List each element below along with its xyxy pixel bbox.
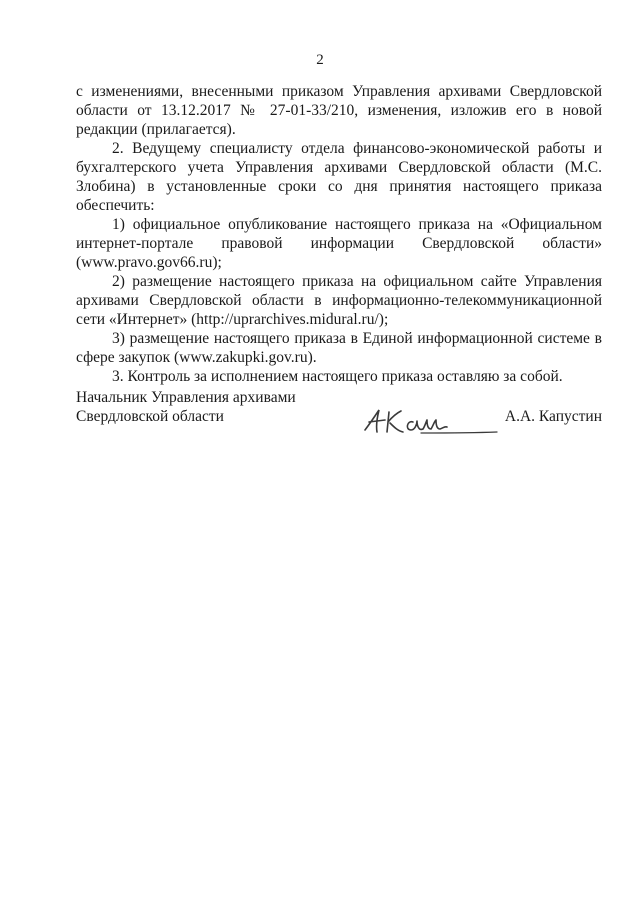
page-number: 2 bbox=[316, 52, 324, 68]
signatory-title-line-1: Начальник Управления архивами bbox=[76, 389, 296, 406]
paragraph-subitem-1: 1) официальное опубликование настоящего приказа на «Официальном интернет-портале правовой информации Свердловской области» (www.pravo.gov66.ru); bbox=[76, 216, 602, 271]
paragraph-subitem-2: 2) размещение настоящего приказа на официальном сайте Управления архивами Свердловской области в информационно-телекоммуникационной сети «Интернет» (http://uprarchives.midural.ru/); bbox=[76, 273, 602, 328]
paragraph-subitem-3: 3) размещение настоящего приказа в Единой информационной системе в сфере закупок (www.zakupki.gov.ru). bbox=[76, 330, 602, 366]
signatory-name: А.А. Капустин bbox=[504, 408, 602, 425]
signatory-title-line-2: Свердловской области bbox=[76, 408, 224, 425]
document-body bbox=[76, 82, 602, 386]
signature-block bbox=[76, 388, 606, 438]
paragraph-continuation: с изменениями, внесенными приказом Управления архивами Свердловской области от 13.12.2017 № 27-01-33/210, изменения, изложив его в новой редакции (прилагается). bbox=[76, 83, 602, 138]
paragraph-item-3: 3. Контроль за исполнением настоящего приказа оставляю за собой. bbox=[112, 368, 563, 385]
paragraph-item-2: 2. Ведущему специалисту отдела финансово-экономической работы и бухгалтерского учета Управления архивами Свердловской области (М.С. Злобина) в установленные сроки со дня принятия настоящего приказа обеспечить: bbox=[76, 140, 602, 214]
handwritten-signature bbox=[361, 400, 501, 440]
